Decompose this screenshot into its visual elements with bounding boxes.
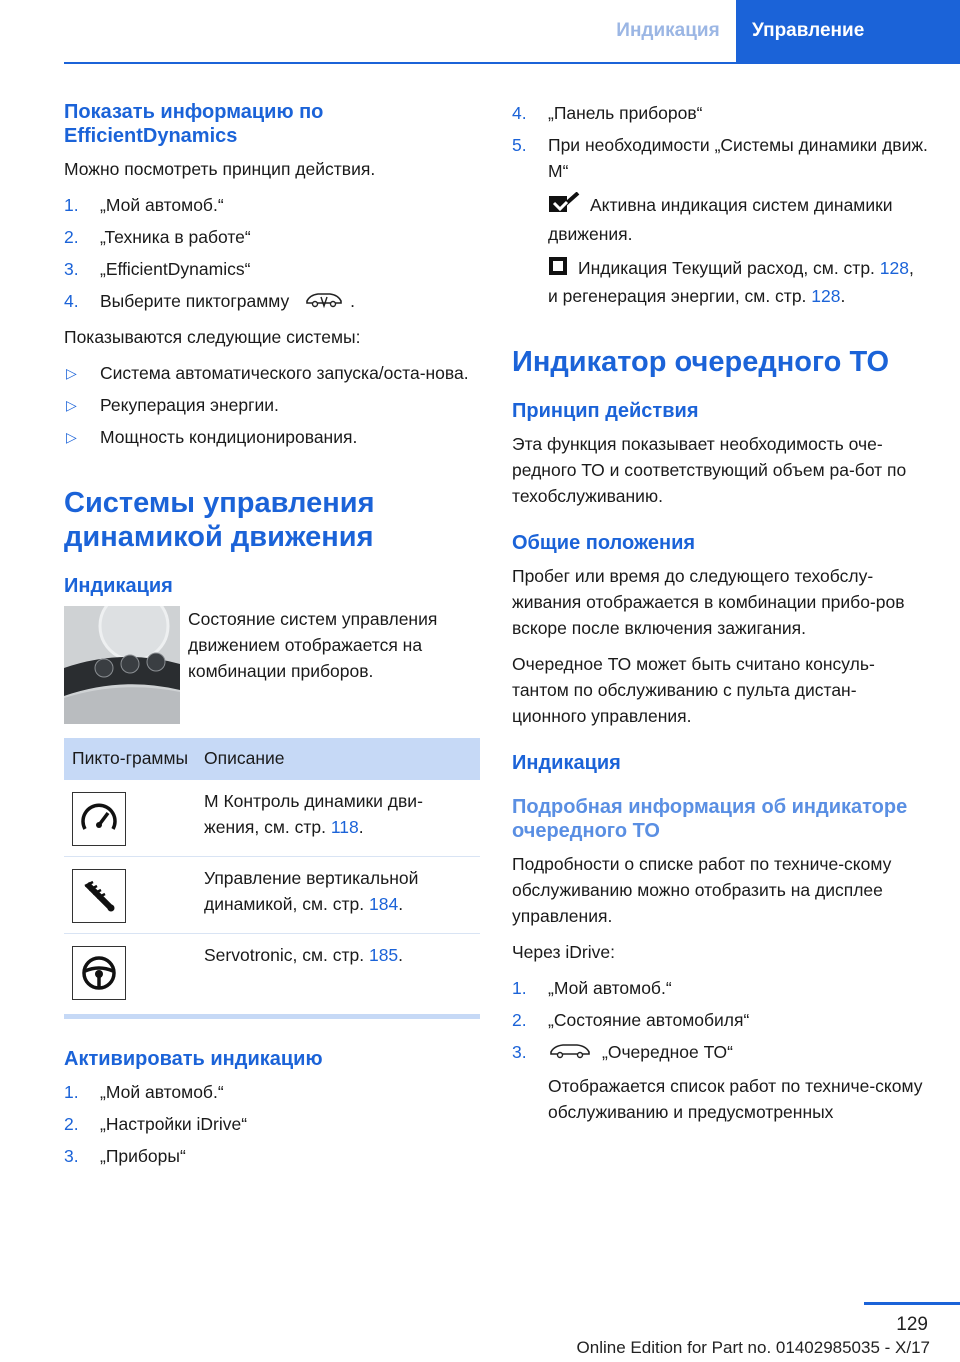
header-tab-indication[interactable]: Индикация [616,20,720,41]
page-link[interactable]: 128 [811,285,841,306]
efficient-title: Показать информацию по EfficientDynamics [64,101,324,147]
triangle-bullet-icon: ▷ [66,396,77,413]
check-note [548,192,928,247]
triangle-bullet-icon: ▷ [66,364,77,381]
table-cell-description [196,933,480,1016]
step-text: „Мой автомоб.“ [100,195,224,215]
table-header-pictograms: Пикто-граммы [64,738,196,780]
square-text-a: Индикация Текущий расход, см. стр. [578,258,880,278]
step-number: 4. [64,291,79,311]
activate-title: Активировать индикацию [64,1047,323,1070]
step-number: 4. [512,103,527,123]
page-number: 129 [896,1314,928,1335]
square-text-b: , и регенерация энергии, см. стр. [548,258,914,306]
step-text: Выберите пиктограмму [100,291,290,311]
list-item [64,1079,480,1105]
step-text: „Состояние автомобиля“ [548,1009,750,1030]
empty-square-icon [548,256,568,283]
table-cell-icon [64,780,196,857]
page-link[interactable]: 184 [369,893,399,914]
check-text: Активна индикация систем динамики движения. [548,195,893,244]
row-text: M Контроль динамики дви-жения, см. стр. [204,790,423,837]
indication-text: Состояние систем управления движением отображается на комбинации приборов. [188,608,438,681]
general-text-2: Очередное ТО может быть считано консуль-тантом по обслуживанию с пульта дистан-ционного управления. [512,653,875,726]
general-text-1: Пробег или время до следующего техобслу-живания отображается в комбинации прибо-ров вскоре после включения зажигания. [512,565,905,638]
service-title: Индикатор очередного ТО [512,345,889,378]
list-item [64,360,480,386]
row-end: . [398,944,404,965]
step-text: „Панель приборов“ [548,103,703,123]
table-cell-icon [64,933,196,1016]
list-item [512,100,928,126]
step-text: „EfficientDynamics“ [100,259,251,279]
via-idrive: Через iDrive: [512,941,615,962]
list-item [64,424,480,450]
step3-more: Отображается список работ по техниче-скому обслуживанию и предусмотренных [548,1075,923,1122]
principle-text: Эта функция показывает необходимость оче-редного ТО и соответствующий объем ра-бот по техобслуживанию. [512,433,907,506]
list-item [64,256,480,282]
steps-list-cont [512,100,928,309]
header-divider [64,62,960,64]
page-header [0,0,960,62]
step-number: 3. [64,1145,79,1166]
list-item [64,1111,480,1137]
step-text: „Приборы“ [100,1145,186,1166]
footer-divider [864,1302,960,1305]
steps-list-2 [64,1079,480,1169]
list-item [64,1143,480,1169]
right-column [512,100,928,1133]
bullet-text: Рекуперация энергии. [100,394,279,415]
list-item [512,975,928,1001]
row-text: Servotronic, см. стр. [204,944,369,965]
step-number: 2. [64,227,79,247]
list-item [512,1007,928,1033]
instrument-cluster-image [64,606,180,724]
left-column [64,100,480,1177]
systems-intro: Показываются следующие системы: [64,326,361,347]
bullet-text: Мощность кондиционирования. [100,426,358,447]
efficient-intro: Можно посмотреть принцип действия. [64,159,376,179]
service-indication-title: Индикация [512,751,621,774]
indication-title: Индикация [64,574,173,597]
car-icon [548,1040,592,1067]
step-number: 5. [512,135,527,155]
step-text: „Мой автомоб.“ [548,977,672,998]
indication-block [64,606,480,724]
step-number: 2. [512,1009,527,1030]
table-header-row [64,738,480,780]
table-cell-icon [64,856,196,933]
pictogram-table [64,738,480,1019]
square-end: . [840,285,846,306]
square-note [548,255,928,309]
checkmark-box-icon [548,192,580,221]
table-cell-description [196,856,480,933]
page-link[interactable]: 118 [330,816,359,837]
step-number: 3. [512,1041,527,1062]
header-tab-control[interactable]: Управление [736,0,960,62]
detail-text: Подробности о списке работ по техниче-скому обслуживанию можно отобразить на дисплее управления. [512,853,892,926]
list-item [64,392,480,418]
principle-title: Принцип действия [512,399,699,422]
page-link[interactable]: 185 [368,944,399,965]
steps-list-1 [64,192,480,316]
step-number: 2. [64,1113,79,1134]
list-item [64,192,480,218]
list-item [512,1039,928,1125]
table-row [64,856,480,933]
step-number: 1. [64,1081,79,1102]
detail-title: Подробная информация об индикаторе очередного ТО [512,795,908,842]
step-text: „Техника в работе“ [100,227,251,247]
general-title: Общие положения [512,531,696,554]
section-title: Системы управления динамикой движения [64,486,375,553]
row-text: Управление вертикальной динамикой, см. стр. [204,867,419,914]
speedometer-icon [72,792,126,846]
step-text: „Настройки iDrive“ [100,1113,248,1134]
step-number: 1. [64,195,79,215]
list-item [64,224,480,250]
step-number: 3. [64,259,79,279]
step4-suffix: . [350,291,355,311]
list-item [64,288,480,316]
step-text: При необходимости „Системы динамики движ. M“ [548,135,928,181]
footer-edition: Online Edition for Part no. 01402985035 - X/17 [576,1338,930,1357]
steps-list-3 [512,975,928,1125]
bullet-text: Система автоматического запуска/оста-нова. [100,362,469,383]
car-icon [304,289,344,316]
page-link[interactable]: 128 [879,258,909,278]
steering-wheel-icon [72,946,126,1000]
triangle-bullet-icon: ▷ [66,428,77,445]
row-end: . [398,893,404,914]
table-header-description: Описание [196,738,480,780]
row-end: . [358,816,364,837]
table-row [64,780,480,857]
list-item [512,132,928,309]
systems-list [64,360,480,450]
shock-absorber-icon [72,869,126,923]
step-number: 1. [512,977,527,998]
step-text: „Очередное ТО“ [602,1041,733,1062]
table-row [64,933,480,1016]
step-text: „Мой автомоб.“ [100,1081,224,1102]
table-cell-description [196,780,480,857]
